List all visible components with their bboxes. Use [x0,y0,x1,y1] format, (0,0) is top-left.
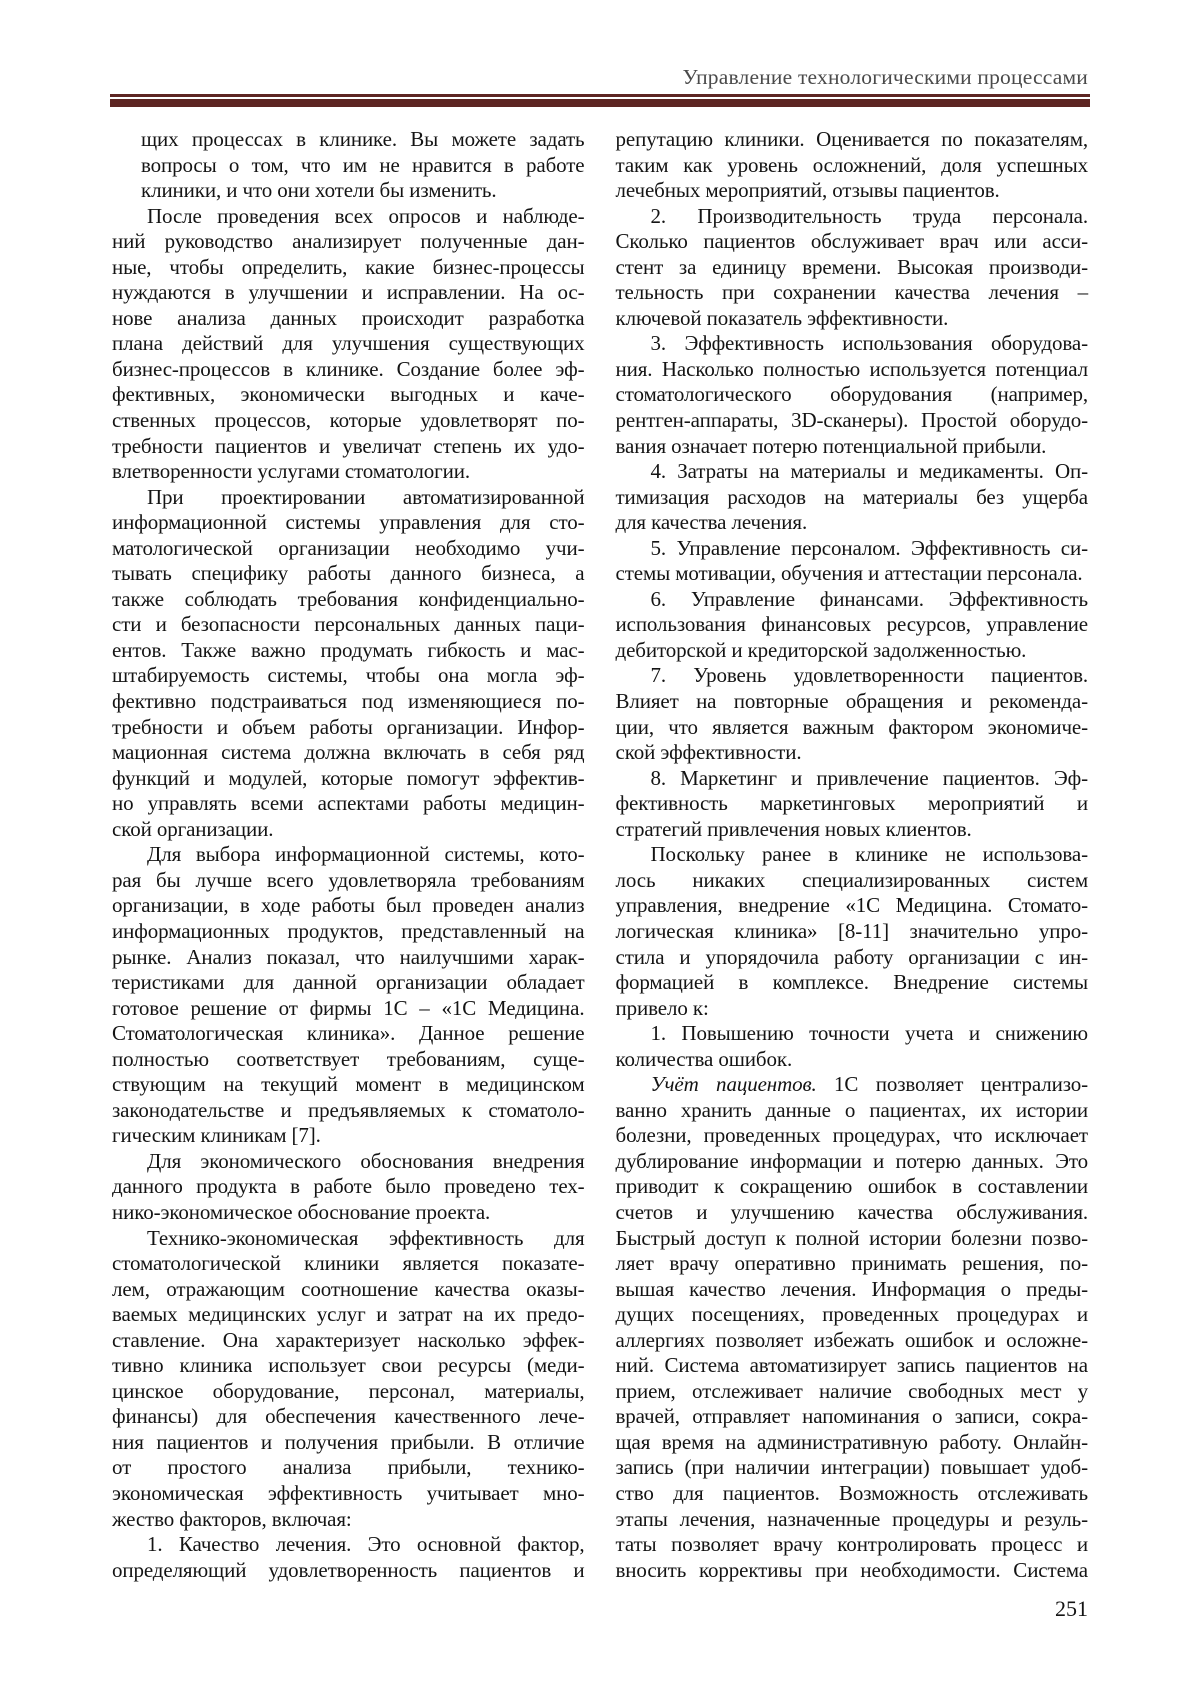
text-line: При проектировании автоматизированной [147,484,585,509]
text-line: стила и упорядочила работу организации с ин- [615,944,1088,969]
text-line: управления, внедрение «1С Медицина. Стомато- [615,893,1088,918]
text-line: Для экономического обоснования внедрения [147,1148,585,1173]
text-line: таты позволяет врачу контролировать процесс и [615,1532,1088,1557]
text-line: стоматологического оборудования (например, [615,382,1088,407]
text-line: 6. Управление финансами. Эффективность [650,586,1088,611]
text-line: стоматологической клиники является показате- [112,1251,585,1276]
text-line: ство для пациентов. Возможность отслеживать [615,1480,1088,1505]
text-line: 3. Эффективность использования оборудова- [650,331,1088,356]
text-line: этапы лечения, назначенные процедуры и резуль- [615,1506,1088,1531]
text-line: После проведения всех опросов и наблюде- [147,203,585,228]
text-line: готовое решение от фирмы 1С – «1С Медицина. [112,995,585,1020]
text-line: болезни, проведенных процедурах, что исключает [615,1123,1088,1148]
text-line: также соблюдать требования конфиденциально- [112,586,585,611]
text-line: Технико-экономическая эффективность для [147,1225,585,1250]
text-line: бизнес-процессов в клинике. Создание более эф- [112,356,585,381]
text-line: врачей, отправляет напоминания о записи, сокра- [615,1404,1088,1429]
text-line: 2. Производительность труда персонала. [650,203,1088,228]
text-line: репутацию клиники. Оценивается по показателям, [615,127,1088,151]
text-line: 1. Повышению точности учета и снижению [650,1021,1088,1046]
text-line: финансы) для обеспечения качественного лече- [112,1404,585,1429]
text-line: полностью соответствует требованиям, суще- [112,1046,585,1071]
text-line: вания означает потерю потенциальной прибыли. [615,433,1047,458]
text-line: вносить коррективы при необходимости. Система [615,1557,1088,1582]
text-line: фективных, экономически выгодных и каче- [112,382,585,407]
text-line: ваемых медицинских услуг и затрат на их предо- [112,1302,585,1327]
text-line: требности пациентов и увеличат степень их удо- [112,433,585,458]
text-line: 8. Маркетинг и привлечение пациентов. Эф- [650,765,1088,790]
header-rule [110,94,1090,107]
text-line: ской эффективности. [615,740,802,765]
text-line: лем, отражающим соотношение качества оказы- [112,1276,585,1301]
text-line: функций и модулей, которые помогут эффектив- [112,765,585,790]
text-line: нуждаются в улучшении и исправлении. На ос- [112,280,585,305]
paragraph [616,587,1089,664]
text-line: ные, чтобы определить, какие бизнес-процессы [112,254,585,279]
text-line: рентген-аппараты, 3D-сканеры). Простой оборудо- [615,408,1088,433]
text-line: ставление. Она характеризует насколько эффек- [112,1327,585,1352]
text-line: щая время на административную работу. Онлайн- [615,1429,1088,1454]
text-line: тывать специфику работы данного бизнеса, а [112,561,585,586]
text-line: ний. Система автоматизирует запись пациентов на [615,1353,1088,1378]
text-line: жество факторов, включая: [112,1506,352,1531]
text-line: ния пациентов и получения прибыли. В отличие [112,1429,585,1454]
text-line: привело к: [615,995,709,1020]
text-line: ции, что является важным фактором экономиче- [615,714,1088,739]
paragraph [616,663,1089,765]
text-line: запись (при наличии интеграции) повышает удоб- [615,1455,1088,1480]
text-line: ключевой показатель эффективности. [615,305,949,330]
text-line: Сколько пациентов обслуживает врач или асси- [615,229,1088,254]
running-header-title: Управление технологическими процессами [682,65,1088,89]
page-number: 251 [1055,1596,1088,1621]
text-line: вопросы о том, что им не нравится в работе [141,152,585,177]
paragraph [112,1149,585,1226]
text-line: лось никаких специализированных систем [615,867,1088,892]
paragraph [616,1021,1089,1072]
text-line: тимизация расходов на материалы без ущерба [615,484,1088,509]
text-line: дущих посещениях, проведенных процедурах и [615,1302,1088,1327]
text-line: дублирование информации и потерю данных. Это [615,1148,1088,1173]
text-column-right [616,127,1089,1583]
text-line: сти и безопасности персональных данных паци- [112,612,585,637]
text-line: фективно подстраиваться под изменяющиеся по- [112,689,585,714]
text-line: Стоматологическая клиника». Данное решение [112,1021,585,1046]
text-line: количества ошибок. [615,1046,793,1071]
text-line: использования финансовых ресурсов, управление [615,612,1088,637]
text-line: щих процессах в клинике. Вы можете задать [141,127,585,151]
text-line: тивно клиника использует свои ресурсы (меди- [112,1353,585,1378]
italic-lead-text: Учёт пациентов. [650,1072,817,1097]
text-line: логическая клиника» [8-11] значительно упро- [615,918,1088,943]
text-line: клиники, и что они хотели бы изменить. [141,178,497,203]
text-line: Поскольку ранее в клинике не использова- [650,842,1088,867]
text-line: таким как уровень осложнений, доля успешных [615,152,1088,177]
text-line: требности и объем работы организации. Инфор- [112,714,585,739]
text-line: Быстрый доступ к полной истории болезни позво- [615,1225,1088,1250]
text-line: информационных продуктов, представленный на [112,918,585,943]
text-line: цинское оборудование, персонал, материалы, [112,1378,585,1403]
text-line: лечебных мероприятий, отзывы пациентов. [615,178,1000,203]
text-line: Влияет на повторные обращения и рекоменда- [615,689,1088,714]
text-line: аллергиях позволяет избежать ошибок и осложне- [615,1327,1088,1352]
paragraph [112,1226,585,1533]
text-line: 1. Качество лечения. Это основной фактор, [147,1532,585,1557]
text-line: теристиками для данной организации обладает [112,970,585,995]
text-line: плана действий для улучшения существующих [112,331,585,356]
text-line: ственных процессов, которые удовлетворят по- [112,408,585,433]
text-line: рынке. Анализ показал, что наилучшими харак- [112,944,585,969]
text-line: гическим клиникам [7]. [112,1123,321,1148]
paragraph [112,842,585,1149]
text-line: мационная система должна включать в себя ряд [112,740,585,765]
paragraph [112,1532,585,1583]
paragraph [616,459,1089,536]
paragraph [616,766,1089,843]
text-line: 4. Затраты на материалы и медикаменты. Оп- [650,459,1088,484]
text-column-left [112,127,585,1583]
paragraph [616,127,1089,204]
text-line: штабируемость системы, чтобы она могла эф- [112,663,585,688]
text-line: ний руководство анализирует полученные дан- [112,229,585,254]
text-line: Для выбора информационной системы, кото- [147,842,585,867]
text-line: ния. Насколько полностью используется потенциал [615,356,1088,381]
text-line: ляет врачу оперативно принимать решения, по- [615,1251,1088,1276]
text-line: 7. Уровень удовлетворенности пациентов. [650,663,1088,688]
text-line: стемы мотивации, обучения и аттестации персонала. [615,561,1083,586]
text-line: рая бы лучше всего удовлетворяла требованиям [112,867,585,892]
paragraph [616,204,1089,332]
text-line: нове анализа данных происходит разработка [112,305,585,330]
text-line: влетворенности услугами стоматологии. [112,459,470,484]
text-line: прием, отслеживает наличие свободных мест у [615,1378,1088,1403]
text-line: ентов. Также важно продумать гибкость и мас- [112,637,585,662]
text-line: ствующим на текущий момент в медицинском [112,1072,585,1097]
text-line: стент за единицу времени. Высокая производи- [615,254,1088,279]
text-line: матологической организации необходимо учи- [112,535,585,560]
text-line: информационной системы управления для сто- [112,510,585,535]
text-line: определяющий удовлетворенность пациентов и [112,1557,585,1582]
text-line: данного продукта в работе было проведено тех- [112,1174,585,1199]
text-line: вышая качество лечения. Информация о преды- [615,1276,1088,1301]
text-line: но управлять всеми аспектами работы медицин- [112,791,585,816]
text-line: ской организации. [112,816,274,841]
text-line: организации, в ходе работы был проведен анализ [112,893,585,918]
header-rule-thick-line [110,99,1090,107]
paragraph [616,331,1089,459]
paragraph [112,485,585,843]
text-line: Учёт пациентов. 1С позволяет централизо- [650,1072,1089,1097]
text-columns [112,127,1088,1583]
text-line: экономическая эффективность учитывает мно- [112,1480,585,1505]
text-line: от простого анализа прибыли, технико- [112,1455,585,1480]
text-line: ванно хранить данные о пациентах, их истории [615,1097,1088,1122]
text-line: 5. Управление персоналом. Эффективность си- [650,535,1088,560]
text-line: счетов и улучшению качества обслуживания. [615,1199,1088,1224]
text-line: стратегий привлечения новых клиентов. [615,816,972,841]
text-line: нико-экономическое обоснование проекта. [112,1199,491,1224]
paragraph [112,204,585,485]
paragraph [616,842,1089,1021]
text-line: дебиторской и кредиторской задолженностью. [615,637,1027,662]
text-line: формацией в комплексе. Внедрение системы [615,970,1088,995]
text-line: для качества лечения. [615,510,808,535]
text-line: приводит к сокращению ошибок в составлении [615,1174,1088,1199]
text-line: тельность при сохранении качества лечения – [615,280,1088,305]
text-line: фективность маркетинговых мероприятий и [615,791,1088,816]
paragraph [112,127,585,204]
paragraph [616,1072,1089,1583]
text-line: законодательстве и предъявляемых к стоматоло- [112,1097,585,1122]
paragraph [616,536,1089,587]
